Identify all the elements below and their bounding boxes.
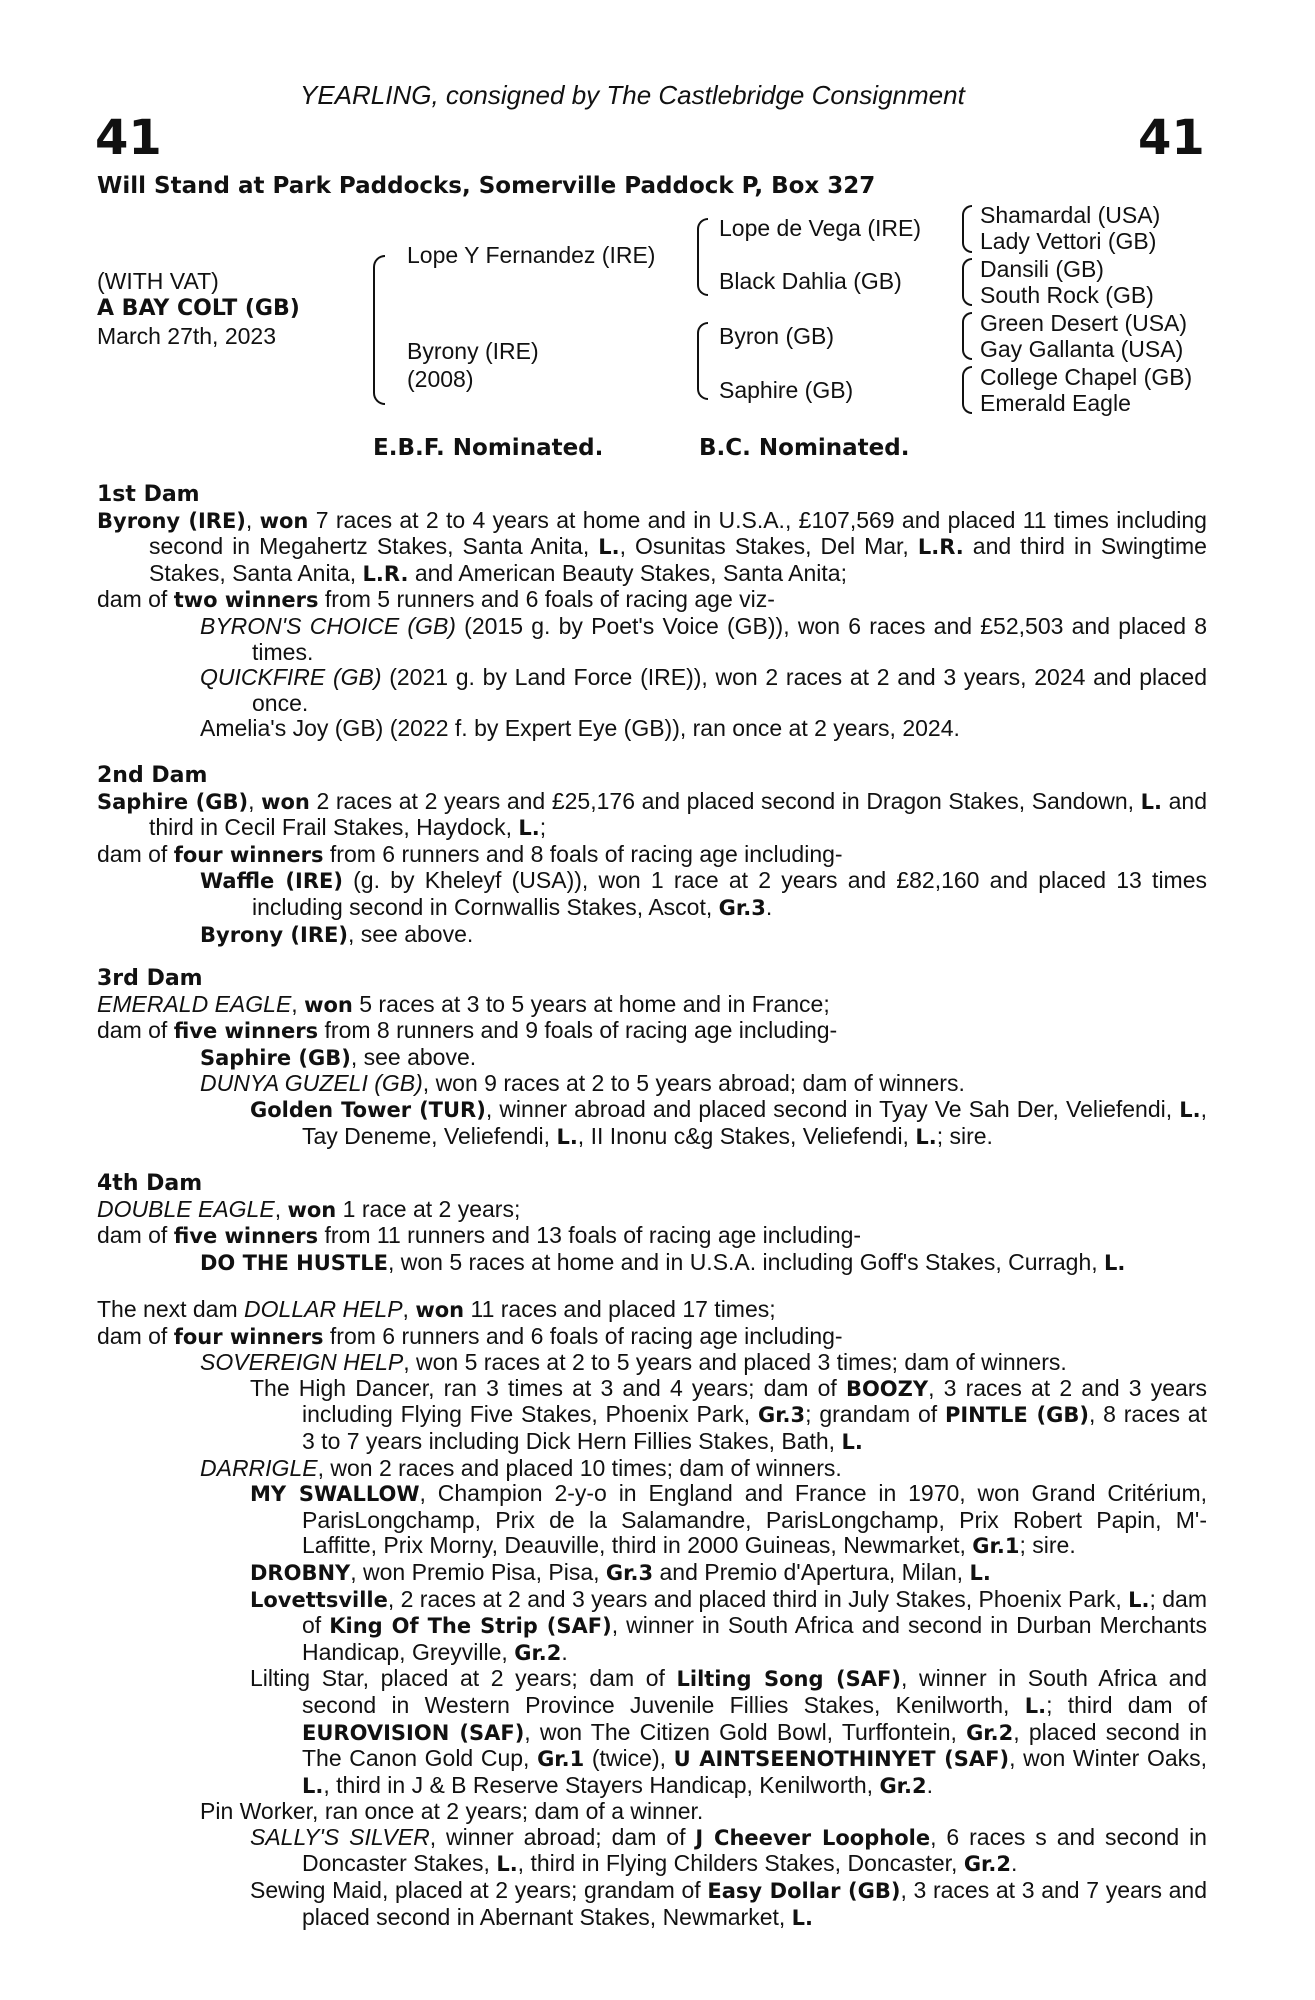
text: PINTLE (GB) xyxy=(944,1403,1089,1428)
dam-name: EMERALD EAGLE xyxy=(97,990,292,1017)
offspring-name: DARRIGLE xyxy=(200,1454,318,1481)
text: L. xyxy=(1128,1587,1150,1612)
text: 7 races at 2 to 4 years at home and in U.S.A., £107,569 and placed 11 times including second in Megahertz Stakes, Santa Anita, xyxy=(149,506,1207,560)
text: L. xyxy=(791,1905,814,1930)
text: , see above. xyxy=(347,920,474,947)
text: EUROVISION (SAF) xyxy=(302,1720,525,1745)
text: won xyxy=(415,1298,465,1322)
text: L. xyxy=(1179,1097,1201,1122)
text: from 5 runners and 6 foals of racing age viz- xyxy=(318,586,775,613)
text: Gr.3 xyxy=(605,1560,654,1585)
text: dam of xyxy=(97,1017,174,1044)
offspring-entry: Amelia's Joy (GB) (2022 f. by Expert Eye (GB)), ran once at 2 years, 2024. xyxy=(200,715,960,742)
text: , xyxy=(245,506,260,533)
text: ; sire. xyxy=(1019,1532,1076,1559)
text: won xyxy=(287,1197,337,1222)
offspring-name: Lovettsville xyxy=(250,1587,388,1612)
offspring-name: Golden Tower (TUR) xyxy=(250,1097,486,1122)
text: L. xyxy=(1024,1693,1047,1718)
text: Easy Dollar (GB) xyxy=(707,1879,901,1904)
text: (2021 g. by Land Force (IRE)), won 2 races at 2 and 3 years, 2024 and placed once. xyxy=(252,664,1207,716)
offspring-name: QUICKFIRE (GB) xyxy=(200,664,382,691)
text: Gr.3 xyxy=(757,1403,806,1428)
text: , placed second in The Canon Gold Cup, xyxy=(302,1718,1208,1772)
pedigree-sire-dam: Black Dahlia (GB) xyxy=(719,268,902,294)
text: . xyxy=(1011,1850,1018,1877)
text: ; grandam of xyxy=(805,1401,945,1428)
offspring-name: DO THE HUSTLE xyxy=(200,1250,388,1275)
text: L. xyxy=(518,816,540,841)
text: (2015 g. by Poet's Voice (GB)), won 6 races and £52,503 and placed 8 times. xyxy=(252,612,1207,665)
text: . xyxy=(765,893,773,920)
text: Lilting Song (SAF) xyxy=(676,1667,901,1692)
text: four winners xyxy=(173,842,324,867)
text: , Champion 2-y-o in England and France in 1970, won Grand Critérium, ParisLongchamp, Prix de la Salamandre, ParisLongchamp, Prix Robert Papin, M'-Laffitte, Prix Morny, Deauville, third in 2000 Guineas, Newmarket, xyxy=(302,1480,1208,1559)
catalogue-subtitle: YEARLING, consigned by The Castlebridge Consignment xyxy=(300,80,965,110)
next-dam-section xyxy=(97,1297,1207,1931)
ebf-nomination: E.B.F. Nominated. xyxy=(373,435,604,461)
text: and third in Cecil Frail Stakes, Haydock, xyxy=(149,787,1207,841)
first-dam-section xyxy=(97,481,1207,742)
text: Gr.1 xyxy=(537,1747,585,1772)
text: Gr.2 xyxy=(963,1852,1012,1877)
text: from 6 runners and 8 foals of racing age including- xyxy=(323,840,843,867)
text: five winners xyxy=(173,1019,319,1044)
offspring-name: BYRON'S CHOICE (GB) xyxy=(200,612,456,639)
text: Sewing Maid, placed at 2 years; grandam of xyxy=(250,1877,708,1904)
text: 5 races at 3 to 5 years at home and in France; xyxy=(352,990,830,1017)
text: , Osunitas Stakes, Del Mar, xyxy=(619,533,918,560)
text: dam of xyxy=(97,1322,174,1349)
text: 1 race at 2 years; xyxy=(336,1195,521,1222)
text: , won Winter Oaks, xyxy=(1009,1745,1208,1772)
pedigree-brace-sire xyxy=(697,218,708,296)
text: , winner abroad and placed second in Tyay Ve Sah Der, Veliefendi, xyxy=(485,1095,1180,1122)
pedigree-g3-8: Emerald Eagle xyxy=(980,390,1131,416)
text: ; third dam of xyxy=(1046,1691,1207,1718)
section-heading: 1st Dam xyxy=(97,482,200,507)
pedigree-dam: Byrony (IRE) xyxy=(407,338,539,364)
text: dam of xyxy=(97,840,174,867)
text: Gr.3 xyxy=(718,895,766,920)
offspring-name: DUNYA GUZELI (GB) xyxy=(200,1070,423,1097)
second-dam-section xyxy=(97,762,1207,948)
dam-name: Byrony (IRE) xyxy=(97,508,246,533)
text: L. xyxy=(1104,1250,1126,1275)
text: from 6 runners and 6 foals of racing age including- xyxy=(323,1322,843,1349)
text: Gr.2 xyxy=(966,1720,1014,1745)
pedigree-brace-3a xyxy=(962,205,972,253)
pedigree-dam-year: (2008) xyxy=(407,366,474,392)
pedigree-dam-sire: Byron (GB) xyxy=(719,323,835,349)
offspring-name: Byrony (IRE) xyxy=(200,922,348,947)
text: , won 5 races at home and in U.S.A. including Goff's Stakes, Curragh, xyxy=(387,1248,1105,1275)
text: (g. by Kheleyf (USA)), won 1 race at 2 years and £82,160 and placed 13 times including second in Cornwallis Stakes, Ascot, xyxy=(252,867,1208,920)
pedigree-g3-6: Gay Gallanta (USA) xyxy=(980,336,1184,362)
text: The next dam xyxy=(97,1296,245,1322)
pedigree-brace-dam xyxy=(697,322,708,400)
text: won xyxy=(304,992,353,1017)
text: , 3 races at 3 and 7 years and placed second in Abernant Stakes, Newmarket, xyxy=(302,1877,1207,1930)
text: four winners xyxy=(173,1324,324,1349)
text: King Of The Strip (SAF) xyxy=(329,1614,612,1639)
pedigree-g3-4: South Rock (GB) xyxy=(980,282,1154,308)
text: BOOZY xyxy=(845,1376,929,1401)
text: Gr.1 xyxy=(972,1534,1020,1559)
text: L. xyxy=(841,1429,863,1454)
text: ; sire. xyxy=(936,1122,993,1149)
text: from 11 runners and 13 foals of racing age including- xyxy=(318,1222,862,1249)
section-heading: 2nd Dam xyxy=(97,763,208,788)
offspring-name: SALLY'S SILVER xyxy=(250,1823,430,1850)
pedigree-dam-dam: Saphire (GB) xyxy=(719,377,854,403)
pedigree-sire-sire: Lope de Vega (IRE) xyxy=(719,215,922,241)
dam-name: DOLLAR HELP xyxy=(244,1296,403,1322)
lot-number-left: 41 xyxy=(95,110,162,166)
text: dam of xyxy=(97,586,174,613)
text: five winners xyxy=(173,1224,319,1249)
text: , won 5 races at 2 to 5 years and placed 3 times; dam of winners. xyxy=(403,1349,1067,1376)
offspring-name: Waffle (IRE) xyxy=(200,869,343,894)
text: , winner abroad; dam of xyxy=(429,1823,696,1850)
text: , third in Flying Childers Stakes, Doncaster, xyxy=(517,1850,964,1877)
text: dam of xyxy=(97,1222,174,1249)
text: The High Dancer, ran 3 times at 3 and 4 years; dam of xyxy=(250,1374,846,1401)
text: U AINTSEENOTHINYET (SAF) xyxy=(673,1747,1010,1772)
text: ; dam of xyxy=(302,1585,1207,1639)
pedigree-sire: Lope Y Fernandez (IRE) xyxy=(407,242,656,268)
text: J Cheever Loophole xyxy=(695,1825,931,1850)
text: , xyxy=(248,787,262,814)
pedigree-g3-2: Lady Vettori (GB) xyxy=(980,228,1157,254)
text: L. xyxy=(969,1560,991,1585)
text: , see above. xyxy=(350,1043,477,1070)
pedigree-g3-3: Dansili (GB) xyxy=(980,256,1104,282)
text: , winner in South Africa and second in Durban Merchants Handicap, Greyville, xyxy=(302,1612,1208,1665)
text: L. xyxy=(1140,789,1162,814)
text: , 8 races at 3 to 7 years including Dick Hern Fillies Stakes, Bath, xyxy=(302,1401,1207,1454)
horse-name: A BAY COLT (GB) xyxy=(97,296,300,321)
text: won xyxy=(261,789,310,814)
text: , 3 races at 2 and 3 years including Flying Five Stakes, Phoenix Park, xyxy=(302,1374,1208,1428)
dam-name: Saphire (GB) xyxy=(97,789,249,814)
text: , won The Citizen Gold Bowl, Turffontein, xyxy=(524,1718,967,1745)
text: Gr.2 xyxy=(879,1773,927,1798)
pedigree-brace-gen1 xyxy=(373,255,385,405)
text: 2 races at 2 years and £25,176 and placed second in Dragon Stakes, Sandown, xyxy=(309,787,1141,814)
text: Lilting Star, placed at 2 years; dam of xyxy=(250,1665,677,1692)
pedigree-g3-7: College Chapel (GB) xyxy=(980,364,1193,390)
text: and third in Swingtime Stakes, Santa Anita, xyxy=(149,533,1207,586)
section-heading: 4th Dam xyxy=(97,1171,203,1196)
text: two winners xyxy=(173,588,319,613)
text: L.R. xyxy=(917,535,964,560)
text: , winner in South Africa and second in Western Province Juvenile Fillies Stakes, Kenilworth, xyxy=(302,1665,1207,1718)
text: , II Inonu c&g Stakes, Veliefendi, xyxy=(577,1122,916,1149)
text: L. xyxy=(598,535,620,560)
text: Gr.2 xyxy=(514,1640,562,1665)
text: L. xyxy=(496,1852,518,1877)
bc-nomination: B.C. Nominated. xyxy=(699,435,910,461)
offspring-name: Saphire (GB) xyxy=(200,1045,351,1070)
text: (twice), xyxy=(584,1745,674,1772)
offspring-name: MY SWALLOW xyxy=(250,1482,420,1507)
text: L. xyxy=(302,1773,324,1798)
text: and Premio d'Apertura, Milan, xyxy=(653,1558,970,1585)
text: won xyxy=(259,508,309,533)
text: . xyxy=(561,1638,568,1665)
section-heading: 3rd Dam xyxy=(97,966,203,991)
text: , xyxy=(291,990,305,1017)
text: and American Beauty Stakes, Santa Anita; xyxy=(408,559,847,586)
text: 11 races and placed 17 times; xyxy=(464,1296,776,1322)
pedigree-g3-5: Green Desert (USA) xyxy=(980,310,1188,336)
text: , xyxy=(402,1296,416,1322)
vat-note: (WITH VAT) xyxy=(97,268,219,294)
text: , Tay Deneme, Veliefendi, xyxy=(302,1095,1207,1149)
pedigree-brace-3c xyxy=(962,312,972,360)
stand-location: Will Stand at Park Paddocks, Somerville Paddock P, Box 327 xyxy=(97,173,876,199)
pedigree-brace-3d xyxy=(962,366,972,414)
text: , won 2 races and placed 10 times; dam of winners. xyxy=(317,1454,842,1481)
text: , won Premio Pisa, Pisa, xyxy=(350,1558,606,1585)
third-dam-section xyxy=(97,965,1207,1150)
fourth-dam-section xyxy=(97,1170,1207,1276)
text: , won 9 races at 2 to 5 years abroad; dam of winners. xyxy=(422,1070,965,1097)
pedigree-brace-3b xyxy=(962,258,972,306)
offspring-name: SOVEREIGN HELP xyxy=(200,1349,404,1376)
dam-name: DOUBLE EAGLE xyxy=(97,1195,275,1222)
text: , 6 races s and second in Doncaster Stakes, xyxy=(302,1823,1207,1877)
lot-number-right: 41 xyxy=(1138,110,1205,166)
text: from 8 runners and 9 foals of racing age including- xyxy=(318,1017,838,1044)
pedigree-g3-1: Shamardal (USA) xyxy=(980,202,1161,228)
text: L. xyxy=(556,1124,578,1149)
text: , xyxy=(274,1195,288,1222)
text: . xyxy=(926,1771,934,1798)
text: L. xyxy=(915,1124,937,1149)
text: , third in J & B Reserve Stayers Handicap, Kenilworth, xyxy=(323,1771,880,1798)
text: , 2 races at 2 and 3 years and placed third in July Stakes, Phoenix Park, xyxy=(387,1585,1129,1612)
text: L.R. xyxy=(362,561,409,586)
text: ; xyxy=(539,814,547,841)
foaling-date: March 27th, 2023 xyxy=(97,323,277,349)
offspring-entry: Pin Worker, ran once at 2 years; dam of a winner. xyxy=(200,1798,704,1825)
offspring-name: DROBNY xyxy=(250,1560,351,1585)
